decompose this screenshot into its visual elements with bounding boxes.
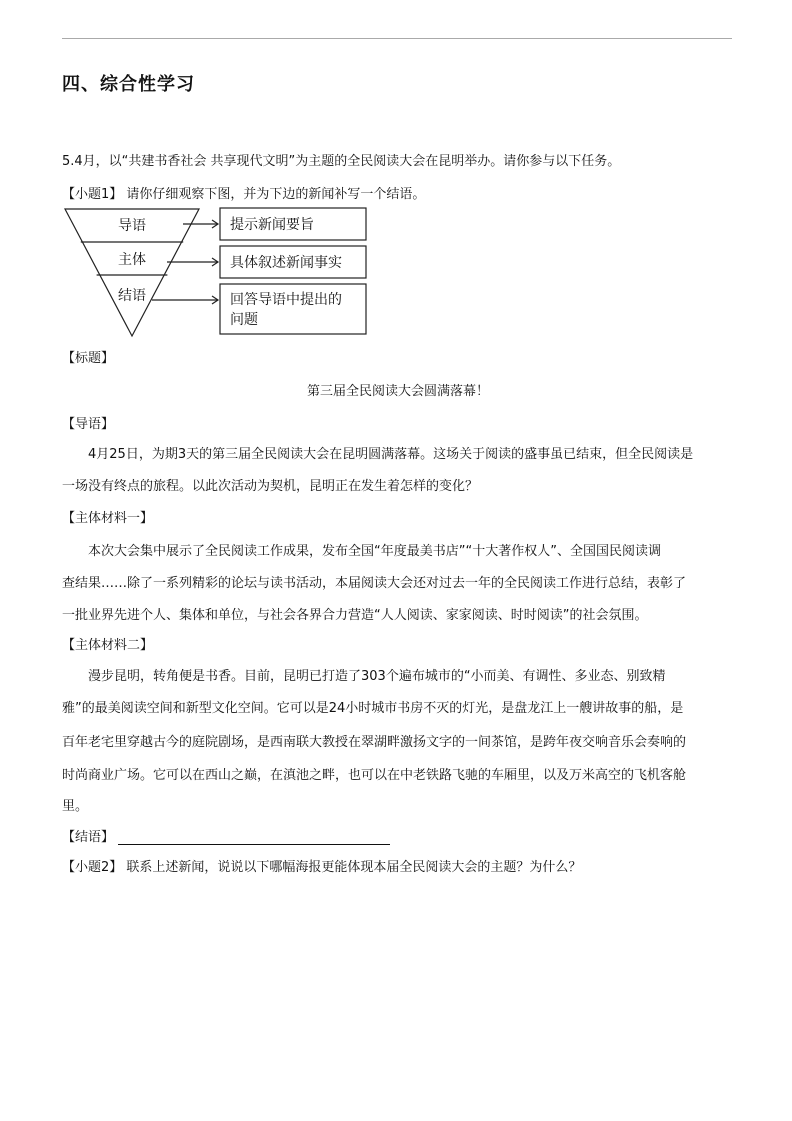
arrow-conclusion [152,296,218,304]
body2-line: 雅”的最美阅读空间和新型文化空间。它可以是24小时城市书房不灭的灯光，是盘龙江上一艘讲故事的船，是 [62,701,684,716]
body1-line: 一批业界先进个人、集体和单位，与社会各界合力营造“人人阅读、家家阅读、时时阅读”的社会氛围。 [62,608,648,623]
lead-line: 一场没有终点的旅程。以此次活动为契机，昆明正在发生着怎样的变化？ [62,479,479,494]
box-lead-text: 提示新闻要旨 [230,217,314,233]
arrow-body [167,258,218,266]
sub-question-1: 【小题1】 请你仔细观察下图，并为下边的新闻补写一个结语。 [62,187,426,202]
body2-line: 百年老宅里穿越古今的庭院剧场，是西南联大教授在翠湖畔激扬文字的一间茶馆，是跨年夜交响音乐会奏响的 [62,735,687,750]
lead-line: 4月25日，为期3天的第三届全民阅读大会在昆明圆满落幕。这场关于阅读的盛事虽已结束，但全民阅读是 [88,447,694,462]
body1-line: 查结果……除了一系列精彩的论坛与读书活动，本届阅读大会还对过去一年的全民阅读工作进行总结，表彰了 [62,576,687,591]
box-conclusion-text-2: 问题 [230,312,258,328]
layer-conclusion: 结语 [118,288,146,304]
news-headline: 第三届全民阅读大会圆满落幕！ [306,384,489,399]
box-conclusion-text-1: 回答导语中提出的 [230,292,342,308]
title-label: 【标题】 [62,351,115,366]
body2-line: 里。 [62,799,89,814]
conclusion-row [62,826,734,845]
top-rule [62,38,732,39]
box-body-text: 具体叙述新闻事实 [230,255,342,271]
layer-body: 主体 [118,252,146,268]
sub-question-2: 【小题2】 联系上述新闻，说说以下哪幅海报更能体现本届全民阅读大会的主题？为什么？ [62,860,582,875]
section-title: 四、综合性学习 [62,74,195,95]
body1-line: 本次大会集中展示了全民阅读工作成果，发布全国“年度最美书店”“十大著作权人”、全国国民阅读调 [88,544,661,559]
lead-label: 【导语】 [62,417,115,432]
body1-label: 【主体材料一】 [62,511,154,526]
body2-label: 【主体材料二】 [62,638,154,653]
news-structure-diagram [60,204,372,340]
body2-line: 漫步昆明，转角便是书香。目前，昆明已打造了303个遍布城市的“小而美、有调性、多业态、别致精 [88,669,666,684]
question-intro: 5.4月，以“共建书香社会 共享现代文明”为主题的全民阅读大会在昆明举办。请你参与以下任务。 [62,154,621,169]
arrow-lead [183,220,218,228]
layer-lead: 导语 [118,218,146,234]
conclusion-answer-blank[interactable] [118,830,390,845]
conclusion-label: 【结语】 [62,830,115,845]
body2-line: 时尚商业广场。它可以在西山之巅，在滇池之畔，也可以在中老铁路飞驰的车厢里，以及万米高空的飞机客舱 [62,768,687,783]
